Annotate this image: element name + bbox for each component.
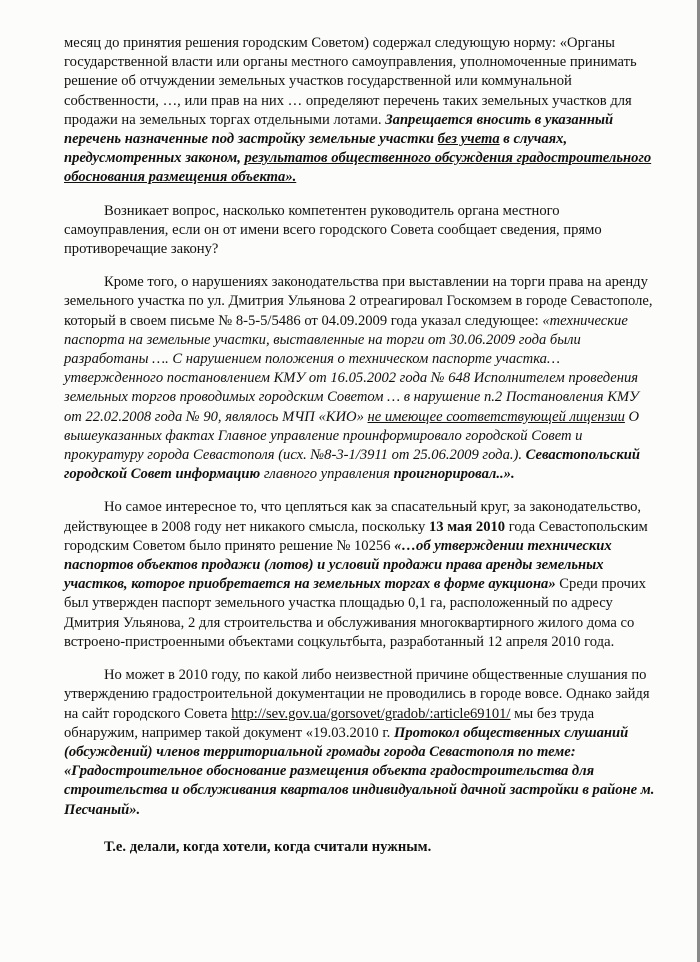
emphasis-text: Протокол общественных слушаний (обсуждений) членов территориальной громады города Севастополя по теме: «Градостроительное обоснование размещения объекта градостроительства для строительства и обслуживания кварталов индивидуальной дачной застройки в районе м. Песчаный». [64,724,655,818]
underlined-quote: не имеющее соответствующей лицензии [367,408,625,425]
bold-date: 13 мая 2010 [428,518,506,535]
emphasis-text: проигнорировал..». [393,466,515,483]
emphasis-text: Запрещается вносить в указанный перечень назначенные под застройку земельные участки [64,111,614,148]
paragraph-1 [64,34,660,188]
paragraph-2: Возникает вопрос, насколько компетентен руководитель органа местного самоуправления, если он от имени всего городского Совета сообщает сведения, прямо противоречащие закону? [64,202,602,258]
emphasis-text: Севастопольский городской Совет информацию [64,447,640,483]
text-span: Кроме того, о нарушениях законодательства при выставлении на торги права на аренду земельного участка по ул. Дмитрия Ульянова 2 отреагировал Госкомзем в городе Севастополе, который в своем письме № 8-5-5/5486 от 04.09.2009 года указал следующее: [64,274,653,329]
gorsovet-link[interactable]: http://sev.gov.ua/gorsovet/gradob/:article69101/ [231,705,511,722]
text-span: Среди прочих был утвержден паспорт земельного участка площадью 0,1 га, расположенный по адресу Дмитрия Ульянова, 2 для строительства и обслуживания многоквартирного жилого дома со встроено-пристроенными объектами соцкультбыта, разработанный 12 апреля 2010 года. [64,576,646,650]
quote-text: главного управления [260,466,394,483]
closing-statement: Т.е. делали, когда хотели, когда считали нужным. [104,838,432,855]
quote-text: «технические паспорта на земельные участки, выставленные на торги от 30.06.2009 года были разработаны …. С нарушением положения о техническом паспорте участка… утвержденного постановлением КМУ от 16.05.2002 года № 648 Исполнителем проведения земельных торгов проводимых городским Советом … в нарушение п.2 Постановления КМУ от 22.02.2008 года № 90, являлось МЧП «КИО» [64,312,639,425]
paragraph-5 [64,666,660,820]
text-span: мы без труда обнаружим, например такой документ «19.03.2010 г. [64,705,595,741]
emphasis-text: «…об утверждении технических паспортов объектов продажи (лотов) и условий продажи права аренды земельных участков, которое приобретается на земельных торгах в форме аукциона» [64,537,612,593]
underlined-emphasis: без учета [437,131,500,148]
text-span: Но самое интересное то, что цепляться как за спасательный круг, за законодательство, действующее в 2008 году нет никакого смысла, поскольку [64,499,642,535]
paragraph-3 [64,273,660,484]
paragraph-4 [64,498,660,652]
emphasis-text: в случаях, предусмотренных законом, [64,131,568,167]
text-span: Но может в 2010 году, по какой либо неизвестной причине общественные слушания по утверждению градостроительной документации не проводились в городе вовсе. Однако зайдя на сайт городского Совета [64,667,650,722]
underlined-emphasis: результатов общественного обсуждения градостроительного обоснования размещения объекта». [64,150,652,186]
text-span: года Севастопольским городским Советом было принято решение № 10256 [64,518,648,554]
quote-text: О вышеуказанных фактах Главное управление проинформировало городской Совет и прокуратуру города Севастополя (исх. №8-3-1/3911 от 25.06.2009 года.). [64,408,640,464]
text-span: месяц до принятия решения городским Советом) содержал следующую норму: «Органы государственной власти или органы местного самоуправления, уполномоченные принимать решение об отчуждении земельных участков государственной или коммунальной собственности, …, или прав на них … определяют перечень таких земельных участков для продажи на земельных торгах отдельными лотами. [64,35,637,128]
